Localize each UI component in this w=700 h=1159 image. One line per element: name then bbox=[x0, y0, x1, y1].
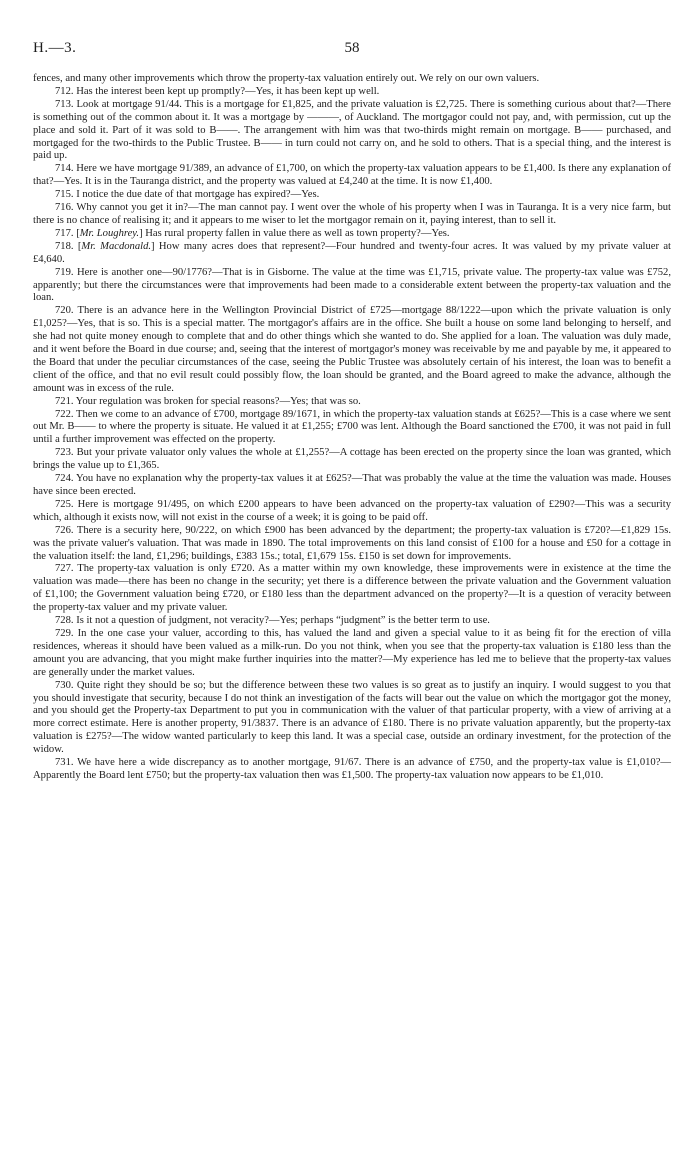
document-reference: H.—3. bbox=[33, 40, 77, 56]
document-body bbox=[33, 73, 671, 783]
paragraph-713: 713. Look at mortgage 91/44. This is a mortgage for £1,825, and the private valuation is £2,725. There is something curious about that?—There is something out of the common about it. It was a mortgage by ———, of Auckland. The mortgagor could not pay, and, with permission, cut up the place and sold it. Part of it was sold to B——. The arrangement with him was that two-thirds might remain on mortgage. B—— purchased, and mortgaged for the two-thirds to the Public Trustee. B—— in turn could not carry on, and he sold to others. That is a special thing, and the interest is paid up. bbox=[33, 98, 671, 162]
paragraph-717: 717. [Mr. Loughrey.] Has rural property fallen in value there as well as town property?—Yes. bbox=[55, 227, 450, 239]
paragraph-725: 725. Here is mortgage 91/495, on which £200 appears to have been advanced on the property-tax valuation of £290?—This was a security which, although it exists now, will not exist in the course of a week; it is going to be paid off. bbox=[33, 498, 671, 523]
speaker-name: Mr. Macdonald. bbox=[81, 240, 152, 252]
paragraph-716: 716. Why cannot you get it in?—The man cannot pay. I went over the whole of his property when I was in Tauranga. It is a very nice farm, but there is no chance of realising it; and it appears to me wiser to let the mortgagor remain on it, paying interest, than to sell it. bbox=[33, 202, 671, 226]
page-number: 58 bbox=[344, 40, 360, 56]
paragraph-723: 723. But your private valuator only values the whole at £1,255?—A cottage has been erected on the property since the loan was granted, which brings the value up to £1,365. bbox=[33, 447, 671, 472]
paragraph-715: 715. I notice the due date of that mortgage has expired?—Yes. bbox=[55, 189, 320, 201]
paragraph-719: 719. Here is another one—90/1776?—That is in Gisborne. The value at the time was £1,715, private value. The property-tax value was £752, apparently; but there the circumstances were that improvements had been made to a considerable extent between the property-tax valuation and the loan. bbox=[33, 266, 671, 304]
paragraph-720: 720. There is an advance here in the Wellington Provincial District of £725—mortgage 88/1222—upon which the private valuation is only £1,025?—Yes, that is so. This is a special matter. The mortgagor's affairs are in the office. She built a house on some land belonging to herself, and she had not quite money enough to complete that and do other things which she wanted to do. She applied for a loan. The valuation was duly made, and it went before the Board in due course; and, seeing that the interest of mortgagor's money was receivable by me and payable by me, it appeared to the Board that under the peculiar circumstances of the case, seeing the Public Trustee was absolutely certain of his interest, the loan was to benefit a client of the office, and that no evil result could possibly flow, the loan should be granted, and the Board agreed to make the advance, although the amount was in excess of the rule. bbox=[33, 305, 671, 394]
paragraph-730: 730. Quite right they should be so; but the difference between these two values is so great as to justify an inquiry. I would suggest to you that you should investigate that security, because I do not think an investigation of the facts will bear out the value on which the mortgagor got the money, and you should get the Property-tax Department to put you in communication with the valuer of that particular property, with a view of arriving at a more correct estimate. Here is another property, 91/3837. There is an advance of £180. There is no private valuation apparently, but the property-tax valuation is £275?—The widow wanted particularly to keep this land. It was a special case, outside an ordinary investment, for the protection of the widow. bbox=[33, 679, 671, 756]
page-header bbox=[33, 40, 671, 66]
paragraph-728: 728. Is it not a question of judgment, not veracity?—Yes; perhaps “judgment” is the better term to use. bbox=[55, 615, 490, 627]
paragraph-729: 729. In the one case your valuer, according to this, has valued the land and given a special value to it as being fit for the erection of villa residences, whereas it should have been valued as a milk-run. Do you not think, when you see that the property-tax valuation is £180 less than the amount you are advancing, that you might make further inquiries into the matter?—My experience has led me to believe that the property-tax values are generally under the market values. bbox=[33, 627, 671, 678]
paragraph-718: 718. [Mr. Macdonald.] How many acres does that represent?—Four hundred and twenty-four acres. It was valued by my private valuer at £4,640. bbox=[33, 240, 671, 265]
paragraph-722: 722. Then we come to an advance of £700, mortgage 89/1671, in which the property-tax valuation stands at £625?—This is a case where we sent out Mr. B—— to where the property is situate. He valued it at £1,255; £700 was lent. Although the Board sanctioned the £700, it was not paid in full until a further improvement was effected on the property. bbox=[33, 408, 671, 446]
speaker-name: Mr. Loughrey. bbox=[79, 227, 140, 239]
paragraph-714: 714. Here we have mortgage 91/389, an advance of £1,700, on which the property-tax valuation appears to be £1,400. Is there any explanation of that?—Yes. It is in the Tauranga district, and the property was valued at £4,240 at the time. It is now £1,400. bbox=[33, 163, 671, 188]
paragraph-731: 731. We have here a wide discrepancy as to another mortgage, 91/67. There is an advance of £750, and the property-tax value is £1,010?—Apparently the Board lent £750; but the property-tax valuation then was £1,500. The property-tax valuation now appears to be £1,010. bbox=[33, 757, 671, 781]
paragraph-712: 712. Has the interest been kept up promptly?—Yes, it has been kept up well. bbox=[55, 85, 380, 97]
paragraph-724: 724. You have no explanation why the property-tax values it at £625?—That was probably the value at the time the valuation was made. Houses have since been erected. bbox=[33, 473, 671, 497]
paragraph-726: 726. There is a security here, 90/222, on which £900 has been advanced by the department; the property-tax valuation is £720?—£1,829 15s. was the private valuer's valuation. That was made in 1890. The total improvements on this land consist of £100 for a house and £50 for a cottage in the valuation itself: the land, £1,296; buildings, £383 15s.; total, £1,679 15s. £150 is set down for improvements. bbox=[33, 524, 671, 562]
paragraph-continuation: fences, and many other improvements which throw the property-tax valuation entirely out. We rely on our own valuers. bbox=[33, 73, 540, 84]
paragraph-727: 727. The property-tax valuation is only £720. As a matter within my own knowledge, these improvements were in existence at the time the valuation was made—there has been no change in the security; yet there is a difference between the private valuation and the Government valuation of £1,100; the Government valuation being £720, or £180 less than the department advanced on the property?—It is a question of veracity between the property-tax valuer and my private valuer. bbox=[33, 563, 671, 614]
document-page bbox=[33, 40, 671, 783]
paragraph-721: 721. Your regulation was broken for special reasons?—Yes; that was so. bbox=[55, 395, 361, 407]
